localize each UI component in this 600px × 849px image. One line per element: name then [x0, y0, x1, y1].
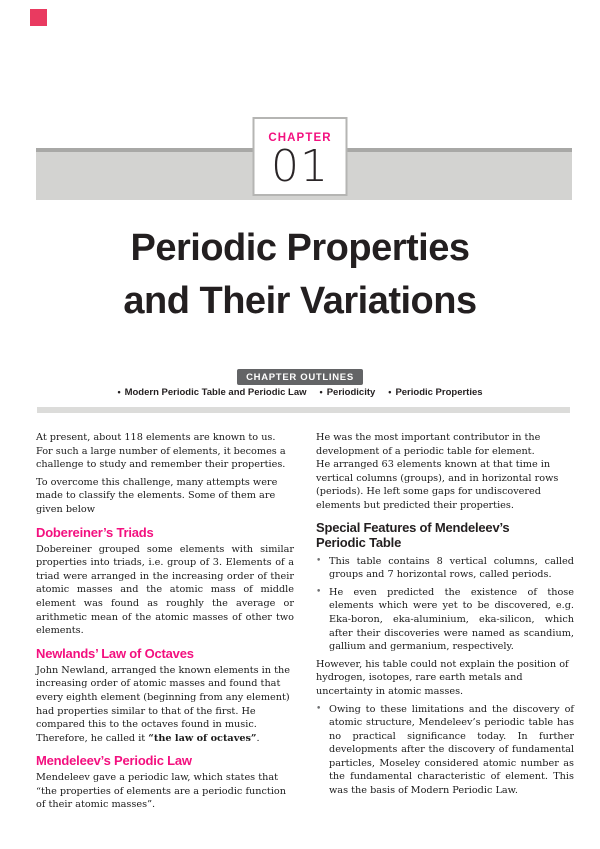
- bullet-item: [316, 555, 574, 582]
- section-heading-mendeleevs-law: Mendeleev’s Periodic Law: [36, 753, 192, 769]
- paragraph: He arranged 63 elements known at that time in vertical columns (groups), and in horizontal rows (periods). He left some gaps for undiscovered elements but predicted their properties.: [316, 459, 559, 511]
- paragraph-text: John Newland, arranged the known elements in the increasing order of atomic masses and found that every eighth element (beginning from any element) had properties similar to that of the first. He compared this to the octaves found in music. Therefore, he called it: [36, 664, 290, 744]
- bullet-dot-icon: •: [316, 703, 322, 714]
- outline-item-label: Periodic Properties: [395, 387, 483, 398]
- left-column: [36, 431, 294, 816]
- bullet-item: [316, 586, 574, 654]
- bullet-dot-icon: •: [388, 387, 392, 397]
- paragraph-text: .: [256, 732, 260, 744]
- section-heading-dobereiners-triads: Dobereiner’s Triads: [36, 524, 154, 540]
- chapter-outlines-badge: CHAPTER OUTLINES: [237, 369, 363, 385]
- emphasized-text: “the law of octaves”: [148, 732, 257, 744]
- bullet-item: [316, 703, 574, 798]
- paragraph: To overcome this challenge, many attempts were made to classify the elements. Some of them are given below: [36, 476, 278, 515]
- paragraph: [36, 664, 294, 746]
- section-divider: [37, 407, 570, 413]
- paragraph: Mendeleev gave a periodic law, which states that “the properties of elements are a periodic function of their atomic masses”.: [36, 772, 286, 811]
- page-title-line2: and Their Variations: [123, 280, 477, 322]
- bullet-list: [316, 555, 574, 798]
- bullet-dot-icon: •: [316, 586, 322, 597]
- bullet-dot-icon: •: [117, 387, 121, 397]
- bullet-text: This table contains 8 vertical columns, called groups and 7 horizontal rows, called periods.: [329, 555, 574, 581]
- chapter-number: 01: [271, 141, 329, 192]
- outline-item: [320, 387, 376, 398]
- right-column: [316, 431, 574, 816]
- section-heading-newlands-law: Newlands’ Law of Octaves: [36, 645, 194, 661]
- chapter-outlines-row: [0, 365, 600, 385]
- bullet-text: He even predicted the existence of those elements which were yet to be discovered, e.g. Eka-boron, eka-aluminium, eka-silicon, which after their discoveries were named as scandium, gallium and germanium, respectively.: [329, 586, 574, 653]
- outline-item: [117, 387, 306, 398]
- outline-item: [388, 387, 482, 398]
- bullet-text: Owing to these limitations and the discovery of atomic structure, Mendeleev’s periodic table has no practical significance today. In further developments after the discovery of fundamental particles, Moseley considered atomic number as the fundamental characteristic of element. This was the basis of Modern Periodic Law.: [329, 703, 574, 797]
- bullet-dot-icon: •: [316, 555, 322, 566]
- bullet-dot-icon: •: [319, 387, 323, 397]
- outline-item-label: Periodicity: [326, 387, 376, 398]
- outline-list: [0, 387, 600, 398]
- paragraph: At present, about 118 elements are known to us. For such a large number of elements, it becomes a challenge to study and remember their properties.: [36, 432, 286, 471]
- page-title-line1: Periodic Properties: [130, 227, 470, 269]
- publisher-logo: [30, 9, 47, 26]
- paragraph: He was the most important contributor in the development of a periodic table for element.: [316, 432, 541, 457]
- bullet-continuation: However, his table could not explain the position of hydrogen, isotopes, rare earth metals and uncertainty in atomic masses.: [316, 658, 569, 697]
- body-content: [36, 431, 574, 816]
- section-heading-special-features: Special Features of Mendeleev’s Periodic Table: [316, 519, 510, 550]
- outline-item-label: Modern Periodic Table and Periodic Law: [124, 387, 307, 398]
- chapter-box: [253, 117, 348, 196]
- page-title: [0, 222, 600, 328]
- chapter-label: CHAPTER: [268, 132, 332, 144]
- paragraph: Dobereiner grouped some elements with similar properties into triads, i.e. group of 3. Elements of a triad were arranged in the increasing order of their atomic masses and the atomic mass of middle element was found as roughly the average or arithmetic mean of the atomic masses of other two elements.: [36, 543, 294, 637]
